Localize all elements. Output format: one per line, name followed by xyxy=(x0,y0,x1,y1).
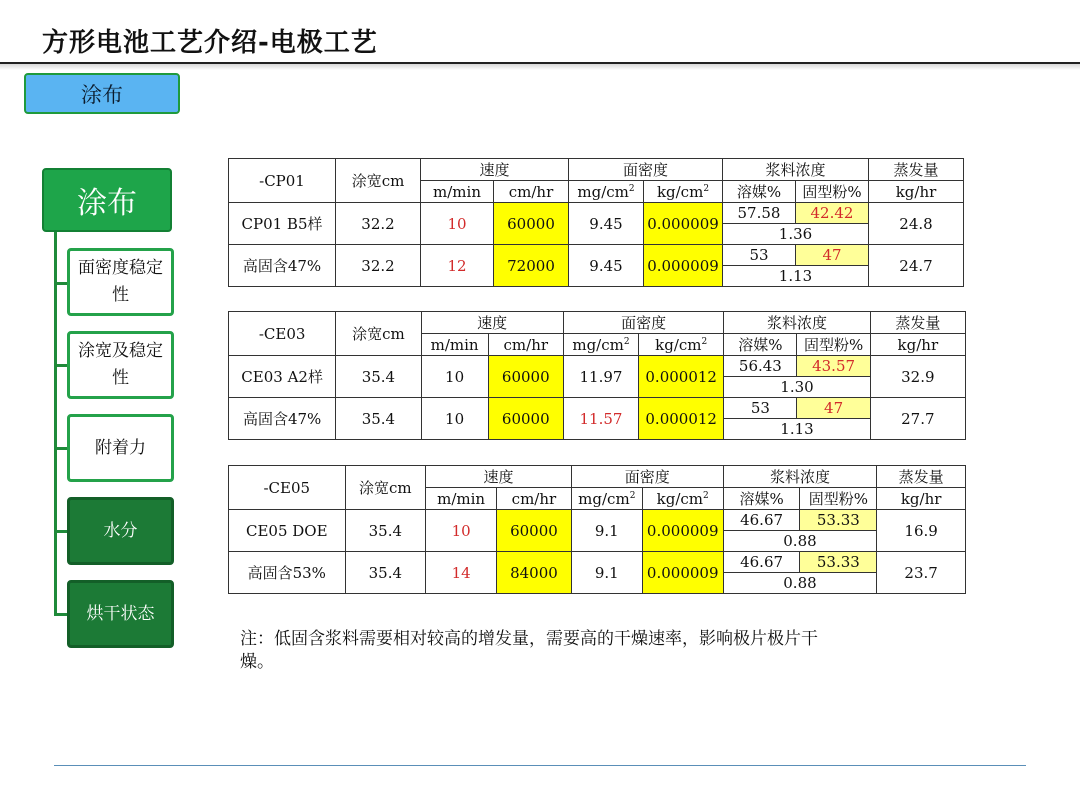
row-kg: 0.000009 xyxy=(644,245,723,287)
row-kg: 0.000012 xyxy=(639,356,724,398)
row-mg: 9.1 xyxy=(571,552,642,594)
row-mg: 9.45 xyxy=(569,245,644,287)
row-name: CP01 B5样 xyxy=(229,203,336,245)
header-evap: 蒸发量 xyxy=(877,466,966,488)
table-code: -CP01 xyxy=(229,159,336,203)
row-solid: 42.42 xyxy=(796,203,869,224)
data-table-ce03 xyxy=(228,311,966,440)
header-speed: 速度 xyxy=(421,312,563,334)
row-evap: 32.9 xyxy=(870,356,965,398)
row-cmhr: 60000 xyxy=(488,398,563,440)
row-mmin: 10 xyxy=(421,203,494,245)
header-mmin: m/min xyxy=(421,181,494,203)
row-name: 高固含47% xyxy=(229,398,336,440)
row-solvent: 53 xyxy=(724,398,797,419)
page-title: 方形电池工艺介绍-电极工艺 xyxy=(42,28,378,58)
tree-branch xyxy=(54,613,68,616)
header-mg: $mg/cm^2$ xyxy=(571,488,642,510)
row-ratio: 1.36 xyxy=(723,224,869,245)
header-solvent: 溶媒% xyxy=(723,181,796,203)
row-cmhr: 60000 xyxy=(497,510,572,552)
header-kg: $kg/cm^2$ xyxy=(644,181,723,203)
row-solvent: 56.43 xyxy=(724,356,797,377)
header-solid: 固型粉% xyxy=(800,488,877,510)
row-solid: 47 xyxy=(796,245,869,266)
header-solid: 固型粉% xyxy=(797,334,870,356)
row-kg: 0.000009 xyxy=(644,203,723,245)
data-table-cp01 xyxy=(228,158,964,287)
row-kg: 0.000012 xyxy=(639,398,724,440)
header-slurry: 浆料浓度 xyxy=(723,466,877,488)
row-mmin: 12 xyxy=(421,245,494,287)
row-solvent: 46.67 xyxy=(723,510,800,531)
row-ratio: 1.13 xyxy=(724,419,870,440)
tree-node-drying-state: 烘干状态 xyxy=(67,580,174,648)
header-width: 涂宽cm xyxy=(336,159,421,203)
row-solid: 53.33 xyxy=(800,552,877,573)
row-cmhr: 60000 xyxy=(488,356,563,398)
tree-branch xyxy=(54,530,68,533)
tree-node-adhesion: 附着力 xyxy=(67,414,174,482)
header-evap-unit: kg/hr xyxy=(870,334,965,356)
header-solid: 固型粉% xyxy=(796,181,869,203)
row-kg: 0.000009 xyxy=(642,552,723,594)
header-kg: $kg/cm^2$ xyxy=(639,334,724,356)
row-cmhr: 60000 xyxy=(494,203,569,245)
tree-node-moisture: 水分 xyxy=(67,497,174,565)
row-evap: 27.7 xyxy=(870,398,965,440)
table-row xyxy=(229,245,964,266)
row-mg: 9.1 xyxy=(571,510,642,552)
row-mmin: 10 xyxy=(421,398,488,440)
table-row xyxy=(229,552,966,573)
header-evap: 蒸发量 xyxy=(869,159,964,181)
row-mmin: 10 xyxy=(421,356,488,398)
header-cmhr: cm/hr xyxy=(497,488,572,510)
row-solid: 43.57 xyxy=(797,356,870,377)
row-width: 35.4 xyxy=(336,398,421,440)
footnote: 注：低固含浆料需要相对较高的增发量，需要高的干燥速率，影响极片极片干燥。 xyxy=(240,629,818,672)
title-shadow xyxy=(0,64,1080,70)
header-speed: 速度 xyxy=(421,159,569,181)
row-width: 35.4 xyxy=(345,552,426,594)
header-mmin: m/min xyxy=(426,488,497,510)
table-row xyxy=(229,203,964,224)
header-cmhr: cm/hr xyxy=(494,181,569,203)
row-solid: 53.33 xyxy=(800,510,877,531)
row-width: 32.2 xyxy=(336,245,421,287)
row-mg: 11.57 xyxy=(563,398,638,440)
row-ratio: 0.88 xyxy=(723,531,877,552)
row-name: 高固含47% xyxy=(229,245,336,287)
row-name: CE05 DOE xyxy=(229,510,346,552)
row-cmhr: 72000 xyxy=(494,245,569,287)
row-solvent: 53 xyxy=(723,245,796,266)
table-code: -CE05 xyxy=(229,466,346,510)
tree-root-coating: 涂布 xyxy=(42,168,172,232)
row-solid: 47 xyxy=(797,398,870,419)
section-tab-coating[interactable]: 涂布 xyxy=(24,73,180,114)
row-solvent: 46.67 xyxy=(723,552,800,573)
header-density: 面密度 xyxy=(563,312,723,334)
row-ratio: 1.13 xyxy=(723,266,869,287)
header-evap-unit: kg/hr xyxy=(869,181,964,203)
row-width: 35.4 xyxy=(345,510,426,552)
header-slurry: 浆料浓度 xyxy=(723,159,869,181)
row-evap: 24.8 xyxy=(869,203,964,245)
tree-branch xyxy=(54,364,68,367)
header-cmhr: cm/hr xyxy=(488,334,563,356)
header-mg: $mg/cm^2$ xyxy=(569,181,644,203)
row-ratio: 0.88 xyxy=(723,573,877,594)
row-name: CE03 A2样 xyxy=(229,356,336,398)
tree-trunk xyxy=(54,232,57,616)
header-width: 涂宽cm xyxy=(336,312,421,356)
tree-branch xyxy=(54,282,68,285)
table-row xyxy=(229,510,966,531)
header-width: 涂宽cm xyxy=(345,466,426,510)
row-mmin: 14 xyxy=(426,552,497,594)
row-mmin: 10 xyxy=(426,510,497,552)
tree-branch xyxy=(54,447,68,450)
header-solvent: 溶媒% xyxy=(723,488,800,510)
row-width: 35.4 xyxy=(336,356,421,398)
header-density: 面密度 xyxy=(569,159,723,181)
row-mg: 11.97 xyxy=(563,356,638,398)
tree-node-width-stability: 涂宽及稳定性 xyxy=(67,331,174,399)
header-solvent: 溶媒% xyxy=(724,334,797,356)
header-speed: 速度 xyxy=(426,466,572,488)
row-name: 高固含53% xyxy=(229,552,346,594)
header-mmin: m/min xyxy=(421,334,488,356)
row-cmhr: 84000 xyxy=(497,552,572,594)
row-evap: 23.7 xyxy=(877,552,966,594)
row-ratio: 1.30 xyxy=(724,377,870,398)
table-code: -CE03 xyxy=(229,312,336,356)
row-solvent: 57.58 xyxy=(723,203,796,224)
row-mg: 9.45 xyxy=(569,203,644,245)
footer-divider xyxy=(54,765,1026,766)
header-mg: $mg/cm^2$ xyxy=(563,334,638,356)
header-density: 面密度 xyxy=(571,466,723,488)
table-row xyxy=(229,356,966,377)
header-slurry: 浆料浓度 xyxy=(724,312,870,334)
table-row xyxy=(229,398,966,419)
header-evap: 蒸发量 xyxy=(870,312,965,334)
row-width: 32.2 xyxy=(336,203,421,245)
row-kg: 0.000009 xyxy=(642,510,723,552)
row-evap: 16.9 xyxy=(877,510,966,552)
tree-node-density-stability: 面密度稳定性 xyxy=(67,248,174,316)
header-kg: $kg/cm^2$ xyxy=(642,488,723,510)
data-table-ce05 xyxy=(228,465,966,594)
row-evap: 24.7 xyxy=(869,245,964,287)
header-evap-unit: kg/hr xyxy=(877,488,966,510)
